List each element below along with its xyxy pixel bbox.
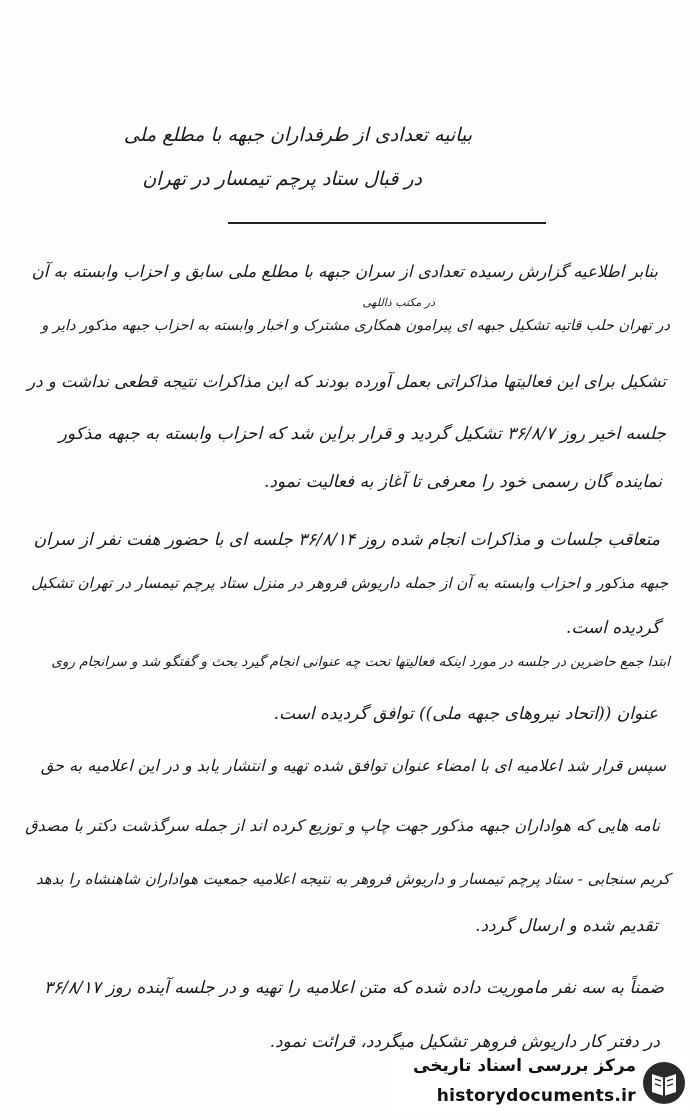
watermark-site: historydocuments.ir	[436, 1086, 636, 1106]
paragraph-3-line-1: ابتدا جمع حاضرین در جلسه در مورد اینکه فعالیتها تحت چه عنوانی انجام گیرد بحث و گفتگو شد و سرانجام روی	[51, 654, 670, 670]
paragraph-4-line-1: سپس قرار شد اعلامیه ای با امضاء عنوان توافق شده تهیه و انتشار یابد و در این اعلامیه به حق	[40, 756, 666, 775]
paragraph-4-line-4: تقدیم شده و ارسال گردد.	[475, 916, 658, 936]
paragraph-5-line-2: در دفتر کار داریوش فروهر تشکیل میگردد، قرائت نمود.	[269, 1032, 660, 1052]
paragraph-3-line-2: عنوان ((اتحاد نیروهای جبهه ملی)) توافق گردیده است.	[273, 704, 658, 724]
paragraph-2-line-2: جبهه مذکور و احزاب وابسته به آن از جمله داریوش فروهر در منزل ستاد پرچم تیمسار در تهران تشکیل	[31, 574, 668, 592]
margin-note: در مکتب ذاللهی	[362, 296, 435, 309]
paragraph-5-line-1: ضمناً به سه نفر ماموریت داده شده که متن اعلامیه را تهیه و در جلسه آینده روز ۳۶/۸/۱۷	[43, 978, 664, 998]
watermark-name: مرکز بررسی اسناد تاریخی	[413, 1056, 636, 1076]
paragraph-1-line-4: جلسه اخیر روز ۳۶/۸/۷ تشکیل گردید و قرار براین شد که احزاب وابسته به جبهه مذکور	[58, 424, 666, 444]
book-logo-icon	[642, 1060, 686, 1106]
paragraph-1-line-5: نماینده گان رسمی خود را معرفی تا آغاز به فعالیت نمود.	[263, 472, 662, 492]
paragraph-1-line-3: تشکیل برای این فعالیتها مذاکراتی بعمل آورده بودند که این مذاکرات نتیجه قطعی نداشت و در	[27, 372, 666, 391]
document-title-line-1: بیانیه تعدادی از طرفداران جبهه با مطلع ملی	[123, 124, 472, 146]
document-title-line-2: در قبال ستاد پرچم تیمسار در تهران	[142, 168, 422, 190]
paragraph-4-line-3: کریم سنجابی - ستاد پرچم تیمسار و داریوش فروهر به نتیجه اعلامیه جمعیت هواداران شاهنشاه را بدهد	[35, 870, 670, 888]
title-divider	[228, 222, 546, 224]
paragraph-1-line-2: در تهران حلب قاتیه تشکیل جبهه ای پیرامون همکاری مشترک و اخبار وابسته به احزاب جبهه مذکور دایر و	[41, 318, 670, 334]
paragraph-2-line-1: متعاقب جلسات و مذاکرات انجام شده روز ۳۶/۸/۱۴ جلسه ای با حضور هفت نفر از سران	[33, 530, 660, 550]
paragraph-4-line-2: نامه هایی که هواداران جبهه مذکور جهت چاپ و توزیع کرده اند از جمله سرگذشت دکتر با مصدق	[25, 816, 660, 835]
watermark	[392, 1052, 692, 1114]
paragraph-2-line-3: گردیده است.	[565, 618, 660, 638]
paragraph-1-line-1: بنابر اطلاعیه گزارش رسیده تعدادی از سران جبهه با مطلع ملی سابق و احزاب وابسته به آن	[31, 262, 658, 281]
